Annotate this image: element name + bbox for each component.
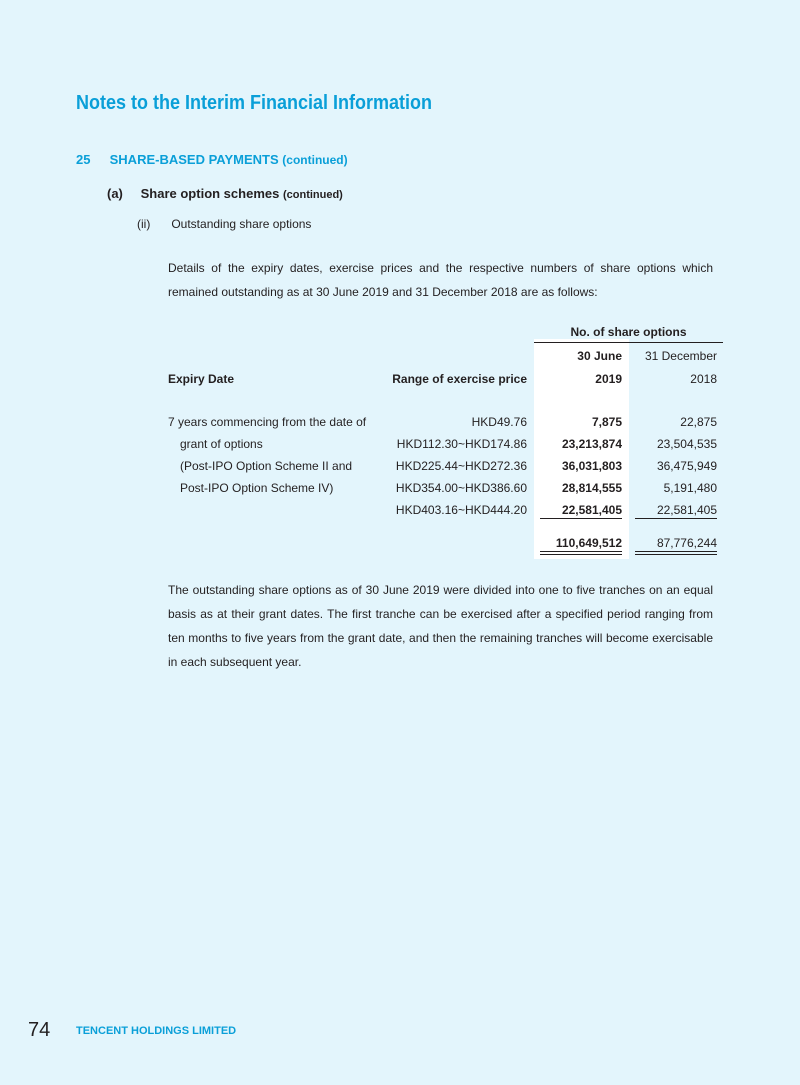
section-heading <box>76 152 348 167</box>
expiry-line: grant of options <box>180 437 263 451</box>
row-dec: 22,875 <box>680 415 717 429</box>
row-price: HKD225.44~HKD272.36 <box>395 459 527 473</box>
row-dec: 36,475,949 <box>656 459 717 473</box>
total-double-rule-dec <box>635 551 717 555</box>
section-continued: (continued) <box>282 153 348 167</box>
expiry-line: Post-IPO Option Scheme IV) <box>180 481 334 495</box>
page-number: 74 <box>28 1019 51 1041</box>
row-dec: 22,581,405 <box>656 503 717 517</box>
col-header-expiry: Expiry Date <box>168 372 235 386</box>
expiry-line: 7 years commencing from the date of <box>168 415 367 429</box>
subsection-label: (a) <box>107 186 123 201</box>
section-title: SHARE-BASED PAYMENTS <box>109 152 279 167</box>
col-header-dec-line2: 2018 <box>690 372 717 386</box>
col-header-jun-line2: 2019 <box>595 372 622 386</box>
footer-company-name: TENCENT HOLDINGS LIMITED <box>76 1025 237 1037</box>
closing-paragraph: The outstanding share options as of 30 June 2019 were divided into one to five tranches on an equal basis as at their grant dates. The first tranche can be exercised after a specified period ranging from ten months to five years from the grant date, and then the remaining tranches will become exercisable in each subsequent year. <box>168 583 713 669</box>
subsection-heading <box>107 186 343 201</box>
subsection-title: Share option schemes <box>140 186 280 201</box>
intro-paragraph: Details of the expiry dates, exercise prices and the respective numbers of share options which remained outstanding as at 30 June 2019 and 31 December 2018 are as follows: <box>168 261 713 299</box>
col-header-price: Range of exercise price <box>392 372 527 386</box>
share-options-group-header: No. of share options <box>570 325 687 339</box>
page-title: Notes to the Interim Financial Information <box>76 92 433 114</box>
row-jun: 7,875 <box>591 415 622 429</box>
row-price: HKD354.00~HKD386.60 <box>395 481 527 495</box>
row-price: HKD49.76 <box>471 415 527 429</box>
row-jun: 36,031,803 <box>561 459 622 473</box>
total-jun: 110,649,512 <box>555 536 622 550</box>
row-price: HKD112.30~HKD174.86 <box>396 437 527 451</box>
item-heading <box>137 217 311 231</box>
item-title: Outstanding share options <box>171 217 312 231</box>
total-dec: 87,776,244 <box>656 536 717 550</box>
expiry-line: (Post-IPO Option Scheme II and <box>180 459 353 473</box>
row-jun: 28,814,555 <box>561 481 622 495</box>
subtotal-rule-jun <box>540 518 622 519</box>
col-header-jun-line1: 30 June <box>577 349 622 363</box>
col-header-dec-line1: 31 December <box>644 349 717 363</box>
group-header-rule <box>534 342 723 343</box>
row-price: HKD403.16~HKD444.20 <box>395 503 527 517</box>
subtotal-rule-dec <box>635 518 717 519</box>
row-jun: 23,213,874 <box>561 437 622 451</box>
row-dec: 23,504,535 <box>656 437 717 451</box>
row-jun: 22,581,405 <box>561 503 622 517</box>
total-double-rule-jun <box>540 551 622 555</box>
subsection-continued: (continued) <box>282 189 343 201</box>
section-number: 25 <box>76 152 91 167</box>
item-label: (ii) <box>137 217 151 231</box>
row-dec: 5,191,480 <box>663 481 717 495</box>
